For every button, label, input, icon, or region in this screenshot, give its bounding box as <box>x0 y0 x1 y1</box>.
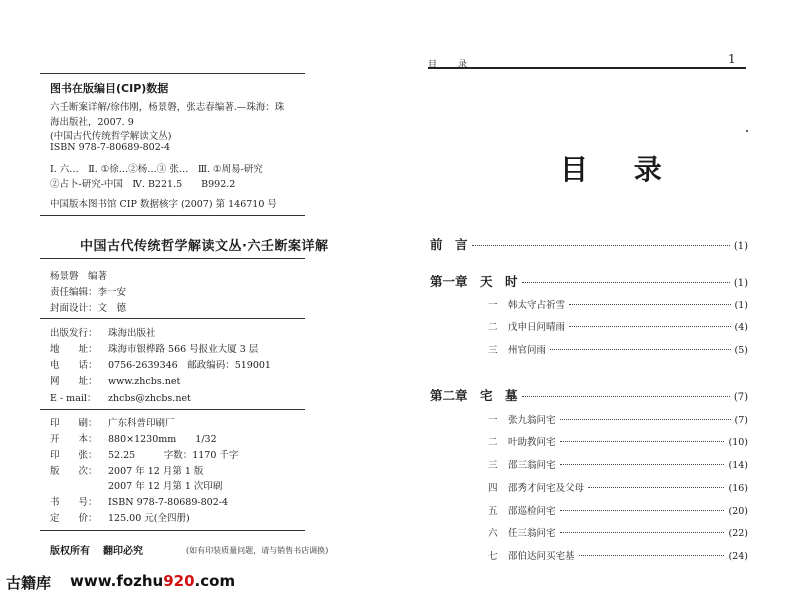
divider <box>40 530 305 531</box>
book-title: 中国古代传统哲学解读文丛·六壬断案详解 <box>80 239 329 254</box>
running-header: 目 录 <box>428 60 474 70</box>
watermark-url: www.fozhu920.com <box>70 572 236 590</box>
toc-entry-section[interactable]: 三 州官问雨 (5) <box>488 345 748 356</box>
toc-title: 目 录 <box>560 153 680 186</box>
designer-credit: 封面设计：文 德 <box>50 303 127 314</box>
header-rule <box>428 67 746 69</box>
print-row: 书 号： ISBN 978-7-80689-802-4 <box>50 497 228 508</box>
toc-entry-section[interactable]: 六 任三翁问宅 (22) <box>488 528 748 539</box>
print-row: 定 价： 125.00 元(全四册) <box>50 513 190 524</box>
toc-entry-chapter[interactable]: 第一章 天 时 (1) <box>430 274 748 289</box>
print-row: 2007 年 12 月第 1 次印刷 <box>108 481 223 492</box>
divider <box>40 318 305 319</box>
cip-title: 图书在版编目(CIP)数据 <box>50 82 169 95</box>
print-row: 版 次： 2007 年 12 月第 1 版 <box>50 466 204 477</box>
pub-row: 电 话： 0756-2639346 邮政编码：519001 <box>50 360 271 371</box>
toc-entry-preface[interactable]: 前 言 (1) <box>430 237 748 252</box>
cip-number: 中国版本图书馆 CIP 数据核字 (2007) 第 146710 号 <box>50 199 277 210</box>
divider <box>40 258 305 259</box>
toc-entry-section[interactable]: 五 邵巡检问宅 (20) <box>488 506 748 517</box>
print-row: 开 本： 880×1230mm 1/32 <box>50 434 217 445</box>
cip-line: 海出版社，2007. 9 <box>50 117 134 128</box>
quality-note: (如有印装质量问题，请与销售书店调换) <box>186 546 329 555</box>
cip-line: (中国古代传统哲学解读文丛) <box>50 131 172 142</box>
toc-entry-section[interactable]: 一 张九翁问宅 (7) <box>488 415 748 426</box>
toc-entry-chapter[interactable]: 第二章 宅 墓 (7) <box>430 388 748 403</box>
author-credit: 杨景磐 编著 <box>50 271 108 282</box>
copyright-notice: 版权所有 <box>50 546 90 557</box>
cip-line: ②占卜-研究-中国 Ⅳ. B221.5 B992.2 <box>50 179 236 190</box>
toc-entry-section[interactable]: 三 邵三翁问宅 (14) <box>488 460 748 471</box>
pub-row: E - mail： zhcbs@zhcbs.net <box>50 393 191 404</box>
divider <box>40 409 305 410</box>
cip-line: 六壬断案详解/徐伟刚，杨景磐，张志春编著.—珠海：珠 <box>50 102 285 113</box>
cip-line: Ⅰ. 六… Ⅱ. ①徐…②杨…③ 张… Ⅲ. ①周易-研究 <box>50 164 263 175</box>
toc-entry-section[interactable]: 七 邵伯达问买宅基 (24) <box>488 551 748 562</box>
pub-row: 出版发行： 珠海出版社 <box>50 328 156 339</box>
editor-credit: 责任编辑：李一安 <box>50 287 127 298</box>
toc-entry-section[interactable]: 二 戊申日问晴雨 (4) <box>488 322 748 333</box>
top-rule <box>40 73 305 74</box>
pub-row: 地 址： 珠海市银桦路 566 号报业大厦 3 层 <box>50 344 259 355</box>
toc-entry-section[interactable]: 一 韩太守占祈雪 (1) <box>488 300 748 311</box>
cip-line: ISBN 978-7-80689-802-4 <box>50 142 170 153</box>
speck <box>746 130 748 132</box>
divider <box>40 215 305 216</box>
page-number: 1 <box>728 52 736 66</box>
print-row: 印 张： 52.25 字数：1170 千字 <box>50 450 239 461</box>
pub-row: 网 址： www.zhcbs.net <box>50 376 181 387</box>
reprint-notice: 翻印必究 <box>103 546 143 557</box>
toc-entry-section[interactable]: 四 邵秀才问宅及父母 (16) <box>488 483 748 494</box>
toc-entry-section[interactable]: 二 叶助教问宅 (10) <box>488 437 748 448</box>
watermark-site-name: 古籍库 <box>6 574 52 592</box>
print-row: 印 刷： 广东科普印刷厂 <box>50 418 175 429</box>
